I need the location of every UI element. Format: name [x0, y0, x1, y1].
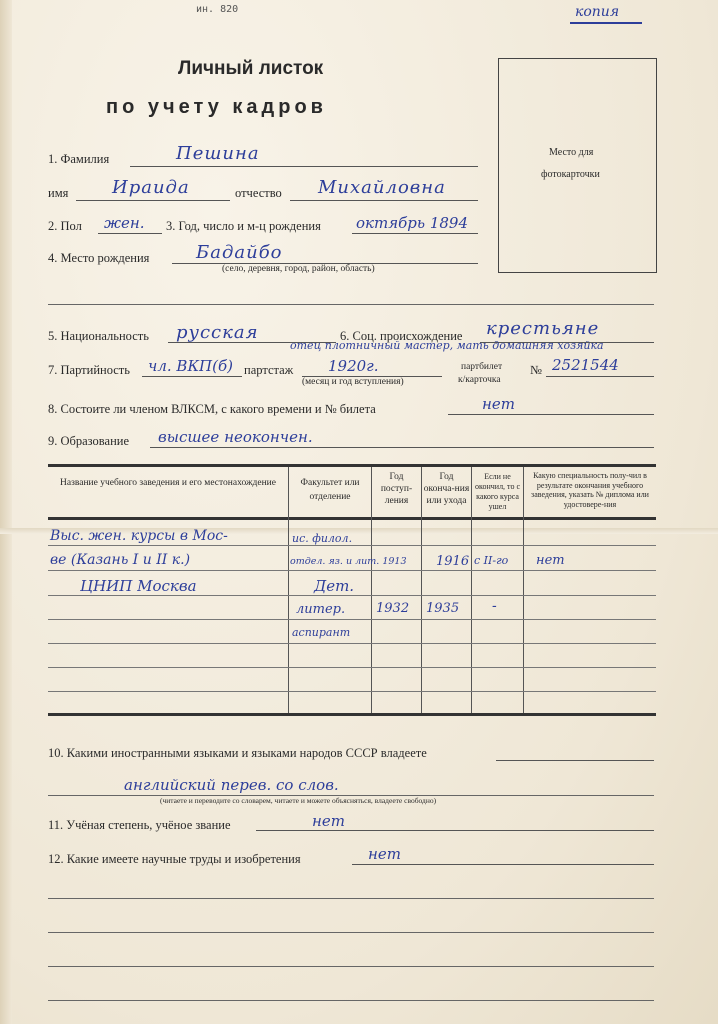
col-header-faculty: Факультет или отделение	[300, 478, 360, 502]
card-no-line	[546, 376, 654, 377]
works-label: 12. Какие имеете научные труды и изобретения	[48, 852, 301, 866]
surname-value: Пешина	[176, 143, 260, 164]
origin-value: крестьяне	[486, 318, 600, 339]
table-cell-faculty: литер.	[296, 602, 346, 617]
vlksm-label: 8. Состоите ли членом ВЛКСМ, с какого времени и № билета	[48, 402, 376, 416]
table-top-rule	[48, 464, 656, 467]
birth-line	[352, 233, 478, 234]
paper-edge	[0, 0, 12, 1024]
birth-value: октябрь 1894	[356, 214, 469, 232]
col-divider	[523, 467, 524, 713]
vlksm-line	[448, 414, 654, 415]
photo-label-2: фотокарточки	[541, 169, 600, 180]
patronymic-label: отчество	[235, 186, 282, 200]
nationality-label: 5. Национальность	[48, 329, 149, 343]
name-line	[76, 200, 230, 201]
name-value: Ираида	[112, 177, 190, 198]
blank-line	[48, 1000, 654, 1001]
origin-label: 6. Соц. происхождение	[340, 329, 463, 343]
table-cell-specialty: нет	[536, 553, 565, 568]
stamp-underline	[570, 22, 642, 24]
table-cell-faculty: аспирант	[292, 626, 351, 639]
photo-label: Место для	[549, 147, 594, 158]
surname-label: 1. Фамилия	[48, 152, 110, 166]
works-value: нет	[368, 845, 401, 863]
table-row-line	[48, 570, 656, 571]
sex-value: жен.	[104, 214, 145, 232]
table-cell-faculty: отдел. яз. и лит. 1913	[290, 556, 407, 567]
languages-line	[496, 760, 654, 761]
table-bottom-rule	[48, 713, 656, 716]
form-title: Личный листок	[178, 58, 324, 79]
birthplace-label: 4. Место рождения	[48, 251, 150, 265]
col-divider	[288, 467, 289, 713]
table-cell-faculty: ис. филол.	[292, 532, 353, 545]
name-label: имя	[48, 186, 69, 200]
birthplace-hint: (село, деревня, город, район, область)	[222, 264, 375, 274]
table-cell-institution: ЦНИП Москва	[80, 577, 197, 595]
works-line	[352, 864, 654, 865]
birthplace-value: Бадайбо	[196, 242, 283, 263]
blank-line	[48, 966, 654, 967]
degree-value: нет	[312, 812, 345, 830]
col-header-start: Год поступ-ления	[380, 472, 413, 506]
patronymic-value: Михайловна	[318, 177, 446, 198]
table-cell-end-year: 1916	[436, 554, 470, 569]
table-cell-start-year: 1932	[376, 601, 410, 616]
table-cell-end-year: 1935	[426, 601, 460, 616]
nationality-value: русская	[176, 322, 259, 343]
languages-label: 10. Какими иностранными языками и языками народов СССР владеете	[48, 746, 427, 760]
sex-line	[98, 233, 162, 234]
table-row-line	[48, 619, 656, 620]
table-cell-faculty: Дет.	[314, 577, 355, 595]
table-cell-course: с II-го	[474, 554, 509, 567]
party-since-label: партстаж	[244, 363, 294, 377]
table-cell-institution: ве (Казань I и II к.)	[50, 552, 191, 568]
party-since-hint: (месяц и год вступления)	[302, 377, 404, 387]
vlksm-value: нет	[482, 395, 515, 413]
table-cell-institution: Выс. жен. курсы в Мос-	[50, 528, 228, 544]
languages-hint: (читаете и переводите со словарем, читаете и можете объясняться, владеете свободно)	[160, 796, 437, 805]
col-header-institution: Название учебного заведения и его местонахождение	[60, 478, 276, 488]
languages-value: английский перев. со слов.	[124, 776, 339, 794]
card-label-2: к/карточка	[458, 375, 501, 385]
blank-line	[48, 898, 654, 899]
copy-stamp: копия	[575, 4, 620, 20]
party-since-value: 1920г.	[328, 357, 379, 375]
sex-label: 2. Пол	[48, 219, 82, 233]
degree-label: 11. Учёная степень, учёное звание	[48, 818, 231, 832]
surname-line	[130, 166, 478, 167]
col-header-end: Год оконча-ния или ухода	[423, 472, 470, 506]
photo-placeholder	[498, 58, 657, 273]
party-label: 7. Партийность	[48, 363, 130, 377]
blank-line	[48, 932, 654, 933]
education-value: высшее неокончен.	[158, 428, 313, 446]
card-label-1: партбилет	[461, 362, 503, 372]
education-label: 9. Образование	[48, 434, 130, 448]
table-row-line	[48, 643, 656, 644]
patronymic-line	[290, 200, 478, 201]
col-divider	[371, 467, 372, 713]
table-row-line	[48, 595, 656, 596]
col-header-course: Если не окончил, то с какого курса ушел	[475, 472, 520, 511]
col-divider	[421, 467, 422, 713]
party-value: чл. ВКП(б)	[148, 357, 233, 375]
table-row-line	[48, 691, 656, 692]
archive-mark: ин. 820	[196, 4, 239, 15]
form-subtitle: по учету кадров	[106, 96, 327, 118]
education-line	[150, 447, 654, 448]
degree-line	[256, 830, 654, 831]
table-row-line	[48, 545, 656, 546]
blank-line	[48, 304, 654, 305]
table-row-line	[48, 667, 656, 668]
birth-label: 3. Год, число и м-ц рождения	[166, 219, 321, 233]
table-header-rule	[48, 517, 656, 520]
party-line	[142, 376, 242, 377]
card-no-label: №	[530, 363, 542, 377]
origin-note: отец плотничный мастер, мать домашняя хозяйка	[290, 339, 604, 352]
col-header-specialty: Какую специальность полу-чил в результате окончания учебного заведения, указать № диплома или удостовере-ния	[531, 471, 649, 509]
table-cell-course: -	[492, 598, 497, 614]
card-no-value: 2521544	[552, 356, 619, 374]
